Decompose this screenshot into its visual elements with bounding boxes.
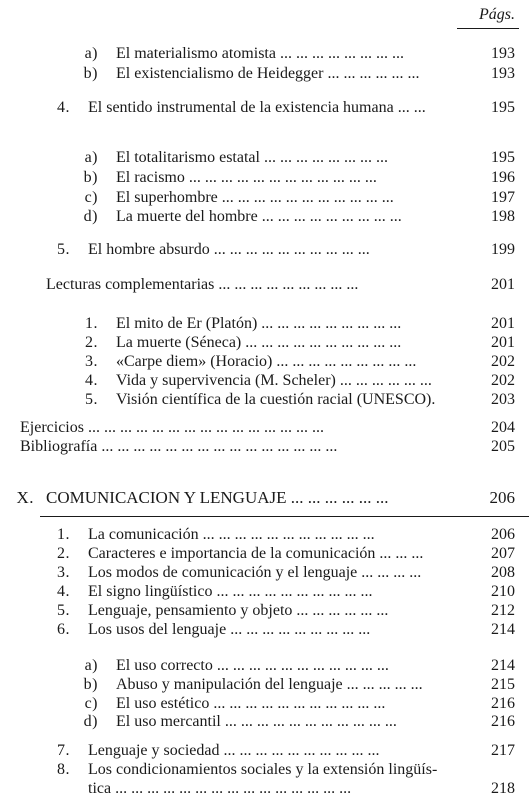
toc-entry-number: 2. [57, 545, 70, 562]
toc-entry-number: d) [83, 713, 98, 730]
toc-entry-number: b) [83, 676, 98, 693]
toc-entry-number: 3. [85, 353, 98, 370]
toc-entry-number: 4. [57, 583, 70, 600]
toc-entry-number: b) [83, 65, 98, 82]
toc-entry-page: 199 [491, 241, 515, 258]
toc-entry [0, 371, 529, 391]
toc-entry [0, 712, 529, 732]
toc-entry [0, 544, 529, 564]
toc-entry-title: Vida y supervivencia (M. Scheler) ... ... ... ... ... ... [116, 372, 432, 389]
toc-entry [0, 240, 529, 260]
toc-entry-title: Lecturas complementarias ... ... ... ... ... ... ... ... ... [46, 276, 359, 293]
toc-entry-number: 1. [85, 315, 98, 332]
toc-entry-page: 204 [491, 419, 515, 436]
toc-entry-page: 196 [491, 169, 515, 186]
toc-entry-page: 203 [491, 391, 515, 408]
toc-entry-number: b) [83, 169, 98, 186]
toc-entry-number: 1. [57, 526, 70, 543]
toc-entry-page: 197 [491, 189, 515, 206]
toc-entry [0, 620, 529, 640]
toc-entry-number: c) [84, 189, 98, 206]
toc-entry [0, 694, 529, 714]
toc-entry-page: 217 [491, 742, 515, 759]
toc-entry-title: COMUNICACION Y LENGUAJE ... ... ... ... ... ... [46, 488, 389, 507]
toc-entry [0, 437, 529, 457]
toc-entry [0, 64, 529, 84]
toc-entry-title: Lenguaje y sociedad ... ... ... ... ... ... ... ... ... ... [88, 742, 380, 759]
toc-chapter-heading [0, 488, 529, 508]
toc-entry-title: El mito de Er (Platón) ... ... ... ... ... ... ... ... ... [116, 315, 402, 332]
toc-entry-number: 5. [57, 602, 70, 619]
toc-entry-title: El sentido instrumental de la existencia humana ... ... [88, 99, 426, 116]
toc-entry-page: 193 [491, 65, 515, 82]
toc-entry [0, 275, 529, 295]
toc-entry-page: 198 [491, 208, 515, 225]
toc-entry [0, 760, 529, 780]
toc-entry-page: 201 [491, 315, 515, 332]
toc-entry-number: X. [16, 488, 34, 507]
toc-entry [0, 98, 529, 118]
toc-entry-title: El existencialismo de Heidegger ... ... ... ... ... ... [116, 65, 420, 82]
toc-entry-title: Visión científica de la cuestión racial (UNESCO). [116, 391, 436, 408]
toc-entry-number: 7. [57, 742, 70, 759]
toc-entry-page: 202 [491, 353, 515, 370]
toc-entry-page: 195 [491, 149, 515, 166]
toc-entry-title: Caracteres e importancia de la comunicación ... ... ... [88, 545, 424, 562]
pages-column-label: Págs. [479, 6, 515, 23]
toc-entry [0, 656, 529, 676]
toc-entry-number: 4. [85, 372, 98, 389]
toc-entry-number: 8. [57, 761, 70, 778]
toc-entry-title: El hombre absurdo ... ... ... ... ... ... ... ... ... ... [88, 241, 370, 258]
toc-entry-page: 216 [491, 713, 515, 730]
toc-entry [0, 207, 529, 227]
toc-entry-title: El uso estético ... ... ... ... ... ... ... ... ... ... ... [116, 695, 386, 712]
toc-entry-title: El materialismo atomista ... ... ... ... ... ... ... ... [116, 45, 404, 62]
toc-entry-page: 210 [491, 583, 515, 600]
toc-entry-title: El totalitarismo estatal ... ... ... ... ... ... ... ... [116, 149, 388, 166]
toc-entry-page: 207 [491, 545, 515, 562]
toc-entry-title: La muerte (Séneca) ... ... ... ... ... ... ... ... ... ... [116, 334, 402, 351]
toc-entry-title: El signo lingüístico ... ... ... ... ... ... ... ... ... ... [88, 583, 373, 600]
toc-entry-title: Bibliografía ... ... ... ... ... ... ... ... ... ... ... ... ... ... ... [20, 438, 338, 455]
toc-entry-title: La muerte del hombre ... ... ... ... ... ... ... ... ... [116, 208, 402, 225]
toc-entry [0, 314, 529, 334]
toc-entry-title: Los usos del lenguaje ... ... ... ... ... ... ... ... ... [88, 621, 371, 638]
toc-entry-title: tica ... ... ... ... ... ... ... ... ... ... ... ... ... ... ... [88, 780, 352, 797]
toc-entry [0, 418, 529, 438]
toc-entry [0, 675, 529, 695]
toc-entry-number: d) [83, 208, 98, 225]
toc-entry-number: a) [84, 149, 98, 166]
toc-entry-title: Los condicionamientos sociales y la extensión lingüís- [88, 761, 438, 778]
toc-entry [0, 168, 529, 188]
header-rule [457, 28, 519, 29]
toc-entry-page: 214 [491, 621, 515, 638]
toc-entry-number: c) [84, 695, 98, 712]
toc-entry-number: 2. [85, 334, 98, 351]
toc-entry [0, 188, 529, 208]
toc-entry-page: 201 [491, 334, 515, 351]
toc-entry-page: 206 [489, 488, 515, 507]
toc-entry-title: El uso mercantil ... ... ... ... ... ... ... ... ... ... ... [116, 713, 397, 730]
toc-entry-number: 4. [57, 99, 70, 116]
toc-entry [0, 525, 529, 545]
toc-entry-page: 208 [491, 564, 515, 581]
toc-entry-title: Abuso y manipulación del lenguaje ... ... ... ... ... [116, 676, 423, 693]
toc-entry-page: 201 [491, 276, 515, 293]
toc-entry-number: a) [84, 657, 98, 674]
toc-entry-number: a) [84, 45, 98, 62]
toc-entry-title: Ejercicios ... ... ... ... ... ... ... ... ... ... ... ... ... ... ... [20, 419, 324, 436]
toc-entry-page: 215 [491, 676, 515, 693]
toc-entry-title: Lenguaje, pensamiento y objeto ... ... ... ... ... ... [88, 602, 389, 619]
toc-entry-page: 216 [491, 695, 515, 712]
toc-entry-page: 205 [491, 438, 515, 455]
toc-entry-title: El superhombre ... ... ... ... ... ... ... ... ... ... ... [116, 189, 394, 206]
toc-entry-page: 193 [491, 45, 515, 62]
toc-entry-page: 195 [491, 99, 515, 116]
toc-entry-number: 5. [85, 391, 98, 408]
toc-entry-page: 218 [491, 780, 515, 797]
toc-entry-title: El racismo ... ... ... ... ... ... ... ... ... ... ... ... [116, 169, 377, 186]
toc-entry [0, 601, 529, 621]
page-header [457, 6, 519, 29]
toc-entry-page: 212 [491, 602, 515, 619]
toc-entry-continuation [0, 779, 529, 799]
toc-entry-title: El uso correcto ... ... ... ... ... ... ... ... ... ... ... [116, 657, 389, 674]
toc-entry [0, 148, 529, 168]
toc-entry-page: 214 [491, 657, 515, 674]
toc-entry-title: «Carpe diem» (Horacio) ... ... ... ... ... ... ... ... ... [116, 353, 417, 370]
toc-entry-page: 206 [491, 526, 515, 543]
toc-entry [0, 352, 529, 372]
toc-entry-page: 202 [491, 372, 515, 389]
toc-entry-number: 3. [57, 564, 70, 581]
toc-entry [0, 563, 529, 583]
toc-entry [0, 44, 529, 64]
chapter-rule [40, 516, 529, 517]
toc-entry [0, 741, 529, 761]
toc-entry [0, 390, 529, 410]
toc-entry-title: La comunicación ... ... ... ... ... ... ... ... ... ... ... [88, 526, 375, 543]
toc-entry [0, 582, 529, 602]
toc-entry [0, 333, 529, 353]
toc-entry-number: 5. [57, 241, 70, 258]
toc-entry-title: Los modos de comunicación y el lenguaje ... ... ... ... [88, 564, 422, 581]
toc-entry-number: 6. [57, 621, 70, 638]
